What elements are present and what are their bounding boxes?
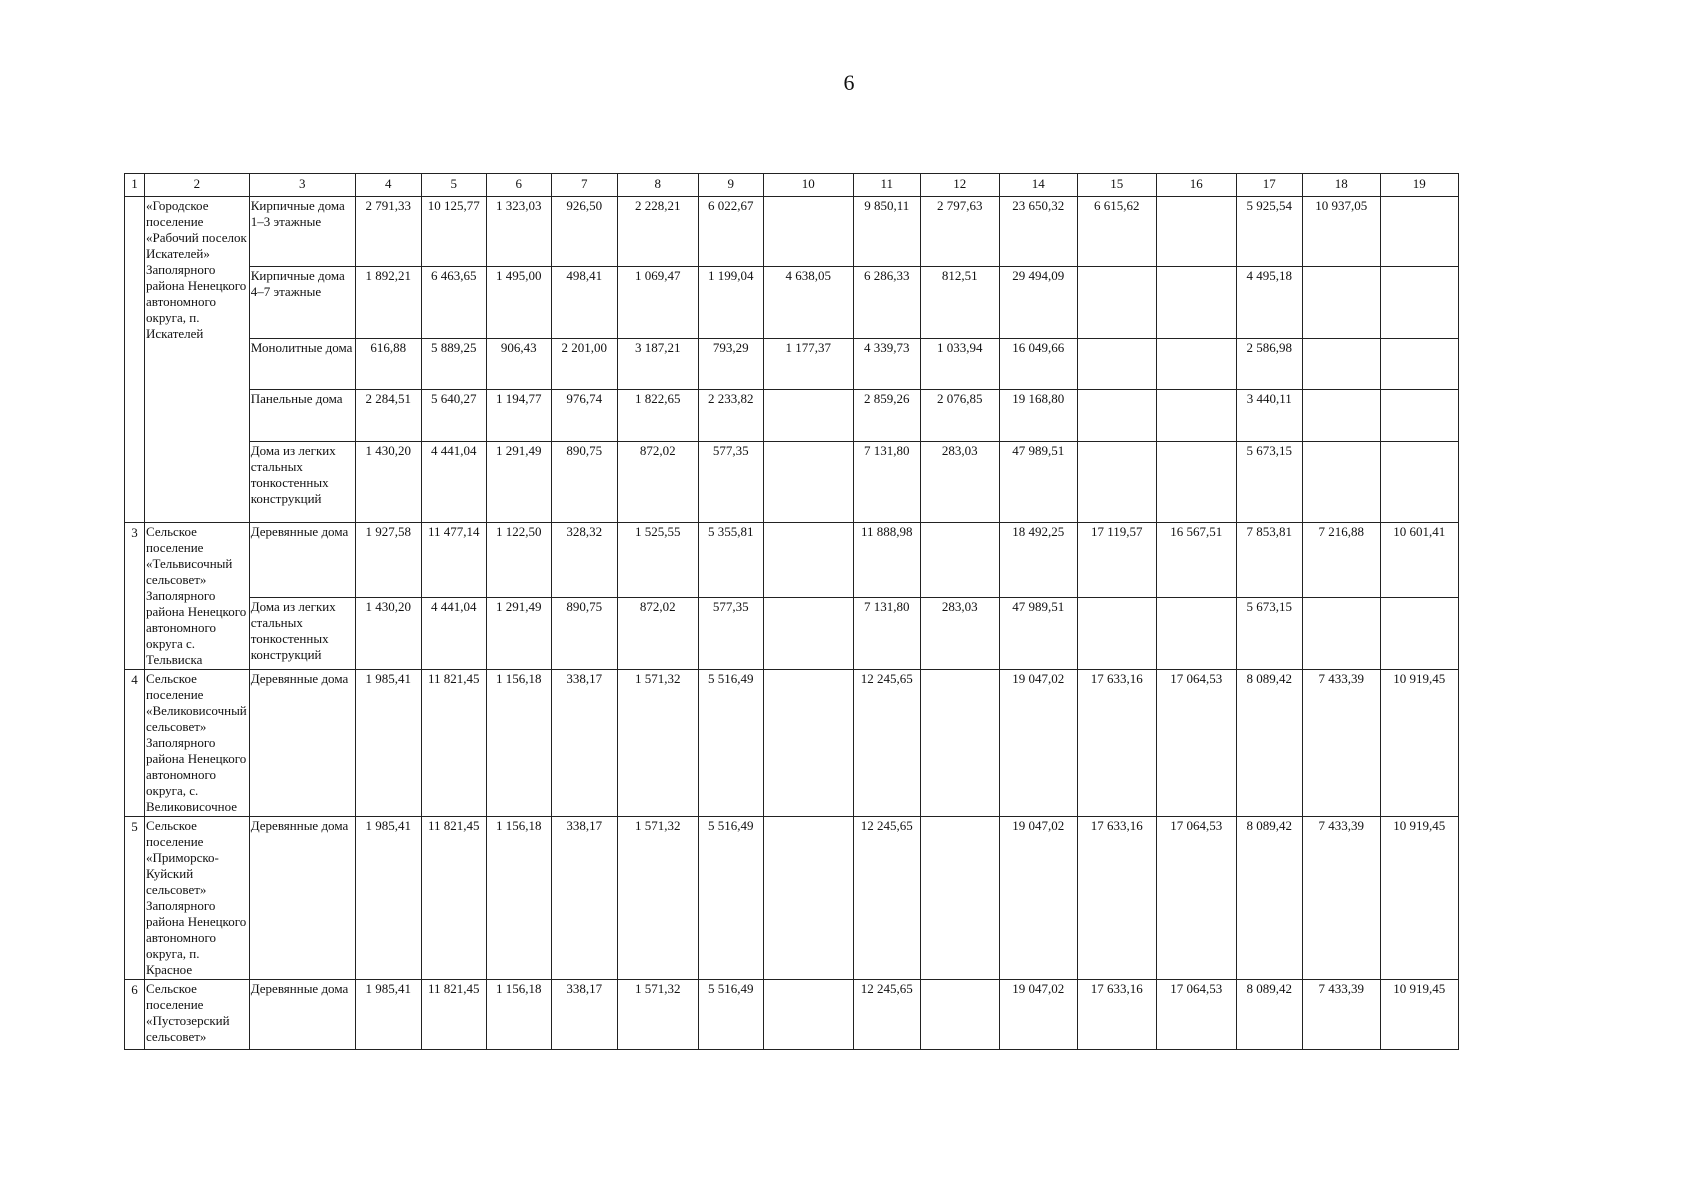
value-cell: 2 076,85 — [920, 390, 999, 442]
value-cell: 10 937,05 — [1302, 197, 1380, 267]
value-cell: 5 673,15 — [1236, 442, 1302, 523]
value-cell: 5 516,49 — [698, 980, 763, 1050]
value-cell: 926,50 — [551, 197, 617, 267]
value-cell: 1 571,32 — [617, 980, 698, 1050]
value-cell: 6 615,62 — [1077, 197, 1156, 267]
table-row — [125, 339, 1459, 390]
value-cell: 11 888,98 — [853, 523, 920, 598]
value-cell: 1 927,58 — [355, 523, 421, 598]
page-number: 6 — [843, 70, 855, 95]
table-row — [125, 390, 1459, 442]
value-cell — [920, 523, 999, 598]
value-cell: 17 064,53 — [1156, 670, 1236, 817]
header-row — [125, 174, 1459, 197]
settlement-cell: Сельское поселение «Тельвисочный сельсовет» Заполярного района Ненецкого автономного округа с. Тельвиска — [145, 523, 250, 670]
value-cell: 7 433,39 — [1302, 670, 1380, 817]
value-cell: 1 495,00 — [486, 267, 551, 339]
column-header: 6 — [486, 174, 551, 197]
row-number-cell: 6 — [125, 980, 145, 1050]
value-cell: 3 187,21 — [617, 339, 698, 390]
value-cell: 2 586,98 — [1236, 339, 1302, 390]
value-cell: 17 633,16 — [1077, 980, 1156, 1050]
row-number-cell: 5 — [125, 817, 145, 980]
value-cell: 1 571,32 — [617, 670, 698, 817]
value-cell: 10 125,77 — [421, 197, 486, 267]
value-cell — [763, 598, 853, 670]
settlement-cell: Сельское поселение «Пустозерский сельсовет» — [145, 980, 250, 1050]
value-cell — [763, 442, 853, 523]
value-cell: 4 339,73 — [853, 339, 920, 390]
value-cell: 12 245,65 — [853, 817, 920, 980]
value-cell: 1 156,18 — [486, 980, 551, 1050]
value-cell: 338,17 — [551, 670, 617, 817]
value-cell: 1 199,04 — [698, 267, 763, 339]
value-cell: 577,35 — [698, 442, 763, 523]
building-type-cell: Деревянные дома — [249, 670, 355, 817]
value-cell: 10 919,45 — [1380, 817, 1458, 980]
value-cell: 577,35 — [698, 598, 763, 670]
value-cell: 10 919,45 — [1380, 670, 1458, 817]
value-cell: 4 441,04 — [421, 598, 486, 670]
value-cell: 12 245,65 — [853, 980, 920, 1050]
value-cell — [763, 980, 853, 1050]
building-type-cell: Монолитные дома — [249, 339, 355, 390]
building-type-cell: Кирпичные дома 4–7 этажные — [249, 267, 355, 339]
column-header: 11 — [853, 174, 920, 197]
table-row — [125, 197, 1459, 267]
value-cell — [1156, 390, 1236, 442]
column-header: 7 — [551, 174, 617, 197]
value-cell: 7 131,80 — [853, 598, 920, 670]
value-cell: 1 177,37 — [763, 339, 853, 390]
value-cell: 8 089,42 — [1236, 670, 1302, 817]
value-cell: 2 284,51 — [355, 390, 421, 442]
value-cell — [1077, 339, 1156, 390]
value-cell: 18 492,25 — [999, 523, 1077, 598]
value-cell: 1 291,49 — [486, 442, 551, 523]
table-row — [125, 817, 1459, 980]
value-cell: 1 156,18 — [486, 817, 551, 980]
value-cell: 5 925,54 — [1236, 197, 1302, 267]
value-cell: 16 567,51 — [1156, 523, 1236, 598]
value-cell: 5 889,25 — [421, 339, 486, 390]
value-cell — [1156, 197, 1236, 267]
value-cell: 812,51 — [920, 267, 999, 339]
value-cell — [1302, 339, 1380, 390]
value-cell: 4 638,05 — [763, 267, 853, 339]
column-header: 16 — [1156, 174, 1236, 197]
settlement-cell: Сельское поселение «Приморско-Куйский сельсовет» Заполярного района Ненецкого автономного округа, п. Красное — [145, 817, 250, 980]
value-cell: 328,32 — [551, 523, 617, 598]
value-cell: 283,03 — [920, 442, 999, 523]
value-cell: 1 033,94 — [920, 339, 999, 390]
value-cell — [763, 670, 853, 817]
value-cell: 6 286,33 — [853, 267, 920, 339]
value-cell: 2 859,26 — [853, 390, 920, 442]
table-row — [125, 980, 1459, 1050]
table-row — [125, 670, 1459, 817]
value-cell — [920, 670, 999, 817]
table-row — [125, 523, 1459, 598]
value-cell — [1156, 442, 1236, 523]
column-header: 10 — [763, 174, 853, 197]
value-cell — [1077, 267, 1156, 339]
table-row — [125, 598, 1459, 670]
value-cell — [920, 980, 999, 1050]
value-cell: 11 821,45 — [421, 817, 486, 980]
value-cell: 11 821,45 — [421, 670, 486, 817]
value-cell — [1077, 390, 1156, 442]
value-cell: 793,29 — [698, 339, 763, 390]
value-cell: 976,74 — [551, 390, 617, 442]
building-type-cell: Дома из легких стальных тонкостенных конструкций — [249, 442, 355, 523]
column-header: 4 — [355, 174, 421, 197]
value-cell: 7 433,39 — [1302, 980, 1380, 1050]
value-cell: 872,02 — [617, 442, 698, 523]
value-cell — [1380, 339, 1458, 390]
value-cell: 1 430,20 — [355, 442, 421, 523]
value-cell: 11 821,45 — [421, 980, 486, 1050]
value-cell — [763, 390, 853, 442]
value-cell: 338,17 — [551, 980, 617, 1050]
value-cell — [1380, 390, 1458, 442]
value-cell: 19 047,02 — [999, 980, 1077, 1050]
value-cell: 4 441,04 — [421, 442, 486, 523]
value-cell: 872,02 — [617, 598, 698, 670]
value-cell — [763, 523, 853, 598]
row-number-cell: 3 — [125, 523, 145, 670]
settlement-cell: «Городское поселение «Рабочий поселок Искателей» Заполярного района Ненецкого автономного округа, п. Искателей — [145, 197, 250, 523]
value-cell — [1380, 442, 1458, 523]
value-cell: 29 494,09 — [999, 267, 1077, 339]
column-header: 9 — [698, 174, 763, 197]
value-cell: 8 089,42 — [1236, 817, 1302, 980]
building-type-cell: Дома из легких стальных тонкостенных конструкций — [249, 598, 355, 670]
value-cell: 10 919,45 — [1380, 980, 1458, 1050]
column-header: 1 — [125, 174, 145, 197]
value-cell: 1 156,18 — [486, 670, 551, 817]
value-cell: 1 323,03 — [486, 197, 551, 267]
building-type-cell: Деревянные дома — [249, 523, 355, 598]
value-cell: 890,75 — [551, 598, 617, 670]
value-cell — [763, 817, 853, 980]
value-cell — [1302, 267, 1380, 339]
value-cell — [1302, 598, 1380, 670]
value-cell: 5 640,27 — [421, 390, 486, 442]
value-cell: 16 049,66 — [999, 339, 1077, 390]
value-cell: 11 477,14 — [421, 523, 486, 598]
value-cell — [1156, 339, 1236, 390]
value-cell: 19 168,80 — [999, 390, 1077, 442]
value-cell: 17 633,16 — [1077, 670, 1156, 817]
value-cell: 4 495,18 — [1236, 267, 1302, 339]
value-cell — [1380, 598, 1458, 670]
value-cell: 5 355,81 — [698, 523, 763, 598]
value-cell: 890,75 — [551, 442, 617, 523]
value-cell: 2 791,33 — [355, 197, 421, 267]
value-cell: 1 571,32 — [617, 817, 698, 980]
value-cell — [920, 817, 999, 980]
table-body — [125, 197, 1459, 1050]
value-cell: 5 516,49 — [698, 817, 763, 980]
value-cell: 1 194,77 — [486, 390, 551, 442]
value-cell — [763, 197, 853, 267]
value-cell: 1 525,55 — [617, 523, 698, 598]
value-cell: 3 440,11 — [1236, 390, 1302, 442]
value-cell: 10 601,41 — [1380, 523, 1458, 598]
row-number-cell — [125, 197, 145, 523]
data-table — [124, 173, 1459, 1050]
value-cell — [1077, 442, 1156, 523]
column-header: 15 — [1077, 174, 1156, 197]
value-cell: 1 291,49 — [486, 598, 551, 670]
value-cell — [1380, 197, 1458, 267]
value-cell: 5 673,15 — [1236, 598, 1302, 670]
value-cell — [1302, 390, 1380, 442]
value-cell: 17 064,53 — [1156, 817, 1236, 980]
column-header: 5 — [421, 174, 486, 197]
value-cell: 9 850,11 — [853, 197, 920, 267]
value-cell: 7 433,39 — [1302, 817, 1380, 980]
value-cell — [1077, 598, 1156, 670]
value-cell — [1380, 267, 1458, 339]
column-header: 14 — [999, 174, 1077, 197]
value-cell: 8 089,42 — [1236, 980, 1302, 1050]
value-cell: 19 047,02 — [999, 817, 1077, 980]
value-cell: 19 047,02 — [999, 670, 1077, 817]
value-cell: 1 985,41 — [355, 817, 421, 980]
value-cell: 1 430,20 — [355, 598, 421, 670]
value-cell: 2 233,82 — [698, 390, 763, 442]
value-cell: 616,88 — [355, 339, 421, 390]
column-header: 2 — [145, 174, 250, 197]
value-cell: 12 245,65 — [853, 670, 920, 817]
value-cell: 23 650,32 — [999, 197, 1077, 267]
value-cell: 1 122,50 — [486, 523, 551, 598]
value-cell: 47 989,51 — [999, 598, 1077, 670]
value-cell: 1 892,21 — [355, 267, 421, 339]
column-header: 18 — [1302, 174, 1380, 197]
value-cell: 2 797,63 — [920, 197, 999, 267]
value-cell: 906,43 — [486, 339, 551, 390]
building-type-cell: Деревянные дома — [249, 817, 355, 980]
row-number-cell: 4 — [125, 670, 145, 817]
building-type-cell: Деревянные дома — [249, 980, 355, 1050]
value-cell: 1 069,47 — [617, 267, 698, 339]
value-cell: 6 022,67 — [698, 197, 763, 267]
value-cell: 17 064,53 — [1156, 980, 1236, 1050]
value-cell: 17 633,16 — [1077, 817, 1156, 980]
value-cell — [1156, 267, 1236, 339]
building-type-cell: Кирпичные дома 1–3 этажные — [249, 197, 355, 267]
table-row — [125, 442, 1459, 523]
value-cell: 338,17 — [551, 817, 617, 980]
value-cell: 17 119,57 — [1077, 523, 1156, 598]
value-cell: 1 822,65 — [617, 390, 698, 442]
value-cell: 47 989,51 — [999, 442, 1077, 523]
value-cell: 7 216,88 — [1302, 523, 1380, 598]
data-table-container — [124, 173, 1459, 1050]
column-header: 19 — [1380, 174, 1458, 197]
value-cell: 283,03 — [920, 598, 999, 670]
value-cell — [1156, 598, 1236, 670]
value-cell: 2 228,21 — [617, 197, 698, 267]
column-header: 3 — [249, 174, 355, 197]
table-row — [125, 267, 1459, 339]
value-cell: 7 853,81 — [1236, 523, 1302, 598]
value-cell: 6 463,65 — [421, 267, 486, 339]
value-cell: 1 985,41 — [355, 980, 421, 1050]
value-cell: 2 201,00 — [551, 339, 617, 390]
value-cell: 1 985,41 — [355, 670, 421, 817]
building-type-cell: Панельные дома — [249, 390, 355, 442]
column-header: 12 — [920, 174, 999, 197]
column-header: 8 — [617, 174, 698, 197]
value-cell: 498,41 — [551, 267, 617, 339]
column-header: 17 — [1236, 174, 1302, 197]
value-cell: 5 516,49 — [698, 670, 763, 817]
settlement-cell: Сельское поселение «Великовисочный сельсовет» Заполярного района Ненецкого автономного округа, с. Великовисочное — [145, 670, 250, 817]
value-cell — [1302, 442, 1380, 523]
value-cell: 7 131,80 — [853, 442, 920, 523]
